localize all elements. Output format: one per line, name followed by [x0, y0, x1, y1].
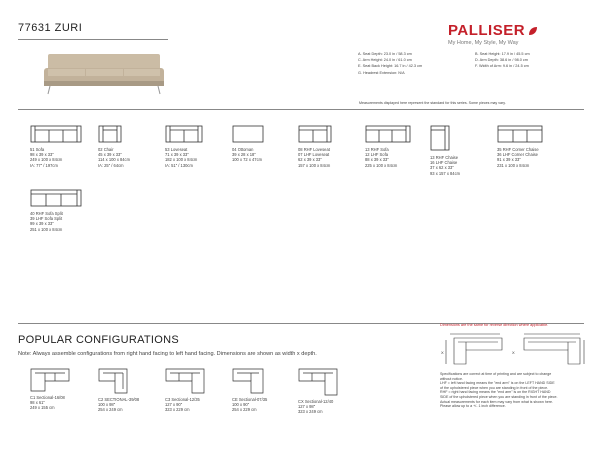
option-label: 12 LHF Sofa [365, 152, 388, 158]
option-40-sofa-split [30, 189, 82, 232]
option-label: 53 Loveseat [165, 147, 188, 152]
reverse-direction-note: Dimensions are the same for reverse direction where applicable. [440, 323, 549, 327]
config-ce [232, 368, 267, 413]
option-dim-cm: 182 x 100 x 84cm [165, 157, 198, 163]
sectional-outline-icon [298, 368, 338, 396]
specification-notes [440, 372, 588, 409]
option-ia: IA: 51" / 130cm [165, 162, 193, 168]
dimension-item: D. Arm Depth: 38.6 in / 98.0 cm [475, 58, 528, 63]
spec-line: of the upholstered piece when you are standing in front of the piece. [440, 385, 549, 390]
option-dim-in: 99 x 39 x 33" [30, 221, 54, 227]
config-label: CE Sectional-07/35 [232, 397, 268, 402]
chair-outline-icon [98, 125, 122, 143]
dimension-item: C. Arm Height: 24.0 in / 61.0 cm [358, 58, 412, 63]
sofa-outline-icon [30, 125, 82, 143]
config-dim-in: 100 x 98" [98, 402, 116, 408]
config-label: C3 Sectional-12/35 [165, 397, 200, 402]
config-dim-cm: 323 x 249 cm [298, 409, 323, 415]
spec-line: SIDE of the upholstered piece when you are standing in front of the piece. [440, 394, 558, 399]
dimension-diagram [440, 330, 588, 368]
config-dim-cm: 249 x 155 cm [30, 405, 55, 411]
option-label: 51 Sofa [30, 147, 45, 152]
option-label: 36 LHF Corner Chaise [497, 152, 538, 158]
config-cx [298, 368, 338, 415]
config-dim-cm: 254 x 229 cm [232, 407, 257, 413]
option-label: 16 LHF Chaise [430, 160, 458, 166]
config-dim-in: 98 x 61" [30, 400, 45, 406]
config-label: C1 Sectional-16/08 [30, 395, 65, 400]
option-label: 04 Ottoman [232, 147, 254, 152]
option-dim-cm: 249 x 100 x 84cm [30, 157, 63, 163]
svg-text:X: X [441, 350, 444, 355]
page-title: 77631 ZURI [18, 22, 83, 34]
palliser-logo [448, 22, 583, 46]
option-08-loveseat [298, 125, 332, 168]
sofa-split-outline-icon [30, 189, 82, 207]
spec-line: without notice. [440, 376, 463, 381]
option-label: 40 RHF Sofa Split [30, 211, 63, 216]
config-dim-cm: 254 x 249 cm [98, 407, 123, 413]
dimension-list [358, 52, 588, 75]
spec-line: Actual measurements for each item may vary from what is shown here. [440, 399, 554, 404]
dimension-item: G. Headrest Extension: N/A [358, 70, 405, 75]
option-53-loveseat [165, 125, 203, 168]
option-label: 39 LHF Sofa Split [30, 216, 63, 222]
leaf-icon [528, 26, 538, 36]
option-dim-in: 39 x 28 x 18" [232, 152, 256, 158]
dimension-item [475, 71, 588, 75]
sectional-outline-icon [232, 368, 264, 394]
svg-text:X: X [512, 350, 515, 355]
option-dim-in: 98 x 39 x 33" [30, 152, 54, 158]
option-dim-cm: 114 x 100 x 84cm [98, 157, 131, 163]
sectional-outline-icon [30, 368, 70, 392]
chaise-outline-icon [430, 125, 450, 151]
option-dim-in: 88 x 39 x 33" [365, 157, 389, 163]
config-dim-in: 127 x 98" [298, 404, 316, 410]
config-dim-in: 127 x 90" [165, 402, 183, 408]
option-label: 08 RHF Loveseat [298, 147, 330, 152]
sofa-outline-icon [365, 125, 411, 143]
config-c3 [165, 368, 205, 413]
section-title: POPULAR CONFIGURATIONS [18, 334, 180, 346]
config-c1 [30, 368, 70, 411]
option-35-corner-chaise [497, 125, 543, 168]
sofa-image [40, 50, 168, 100]
sectional-outline-icon [98, 368, 128, 394]
option-ia: IA: 25" / 64cm [98, 162, 124, 168]
option-dim-cm: 157 x 100 x 84cm [298, 162, 331, 168]
dimension-item: F. Width of Arm: 9.6 in / 24.5 cm [475, 64, 529, 69]
spec-line: Please allow up to a +/- 1 inch difference. [440, 404, 506, 409]
logo-tagline: My Home, My Style, My Way [448, 40, 519, 46]
config-dim-cm: 323 x 229 cm [165, 407, 190, 413]
option-label: 02 Chair [98, 147, 114, 152]
config-label: CX Sectional-12/40 [298, 399, 334, 404]
dimension-item: B. Seat Height: 17.9 in / 45.5 cm [475, 52, 530, 56]
ottoman-outline-icon [232, 125, 264, 143]
loveseat-outline-icon [165, 125, 203, 143]
corner-chaise-outline-icon [497, 125, 543, 143]
logo-brand: PALLISER [448, 22, 526, 39]
option-dim-cm: 225 x 100 x 84cm [365, 162, 398, 168]
option-02-chair [98, 125, 130, 168]
measurement-note: Measurements displayed here represent the standard for this series. Some pieces may vary. [359, 101, 506, 105]
dimension-item: A. Seat Depth: 23.0 in / 58.3 cm [358, 52, 412, 56]
option-dim-cm: 251 x 100 x 84cm [30, 226, 63, 232]
option-label: 35 RHF Corner Chaise [497, 147, 539, 152]
divider [18, 109, 584, 110]
option-ia: IA: 77" / 197cm [30, 162, 58, 168]
option-04-ottoman [232, 125, 264, 163]
config-label: C2 SECTIONAL-39/08 [98, 397, 140, 402]
option-dim-cm: 93 x 157 x 84cm [430, 170, 461, 176]
option-label: 13 RHF Sofa [365, 147, 389, 152]
option-label: 07 LHF Loveseat [298, 152, 330, 158]
option-51-sofa [30, 125, 82, 168]
config-dim-in: 100 x 90" [232, 402, 250, 408]
spec-line: LHF = left hand facing means the "end arm" is on the LEFT HAND SIDE [440, 381, 555, 386]
option-dim-in: 71 x 39 x 33" [165, 152, 189, 158]
option-13-chaise [430, 125, 460, 176]
option-dim-in: 91 x 39 x 33" [497, 157, 521, 163]
dimension-item: E. Seat Back Height: 16.7 in / 42.3 cm [358, 64, 423, 69]
spec-line: RHF = right hand facing means the "end arm" is on the RIGHT HAND [440, 390, 551, 395]
title-underline [18, 39, 168, 40]
config-c2 [98, 368, 139, 413]
sectional-outline-icon [165, 368, 205, 394]
option-label: 13 RHF Chaise [430, 155, 458, 160]
spec-line: Specifications are correct at time of printing and are subject to change [440, 372, 552, 376]
section-note: Note: Always assemble configurations from right hand facing to left hand facing. Dimensions are shown as width x depth. [18, 351, 317, 357]
loveseat-outline-icon [298, 125, 332, 143]
option-dim-in: 37 x 62 x 33" [430, 165, 454, 171]
option-dim-cm: 100 x 72 x 47cm [232, 157, 263, 163]
option-dim-in: 62 x 39 x 33" [298, 157, 322, 163]
option-dim-cm: 231 x 100 x 84cm [497, 162, 530, 168]
option-13-sofa [365, 125, 411, 168]
option-dim-in: 45 x 39 x 33" [98, 152, 122, 158]
